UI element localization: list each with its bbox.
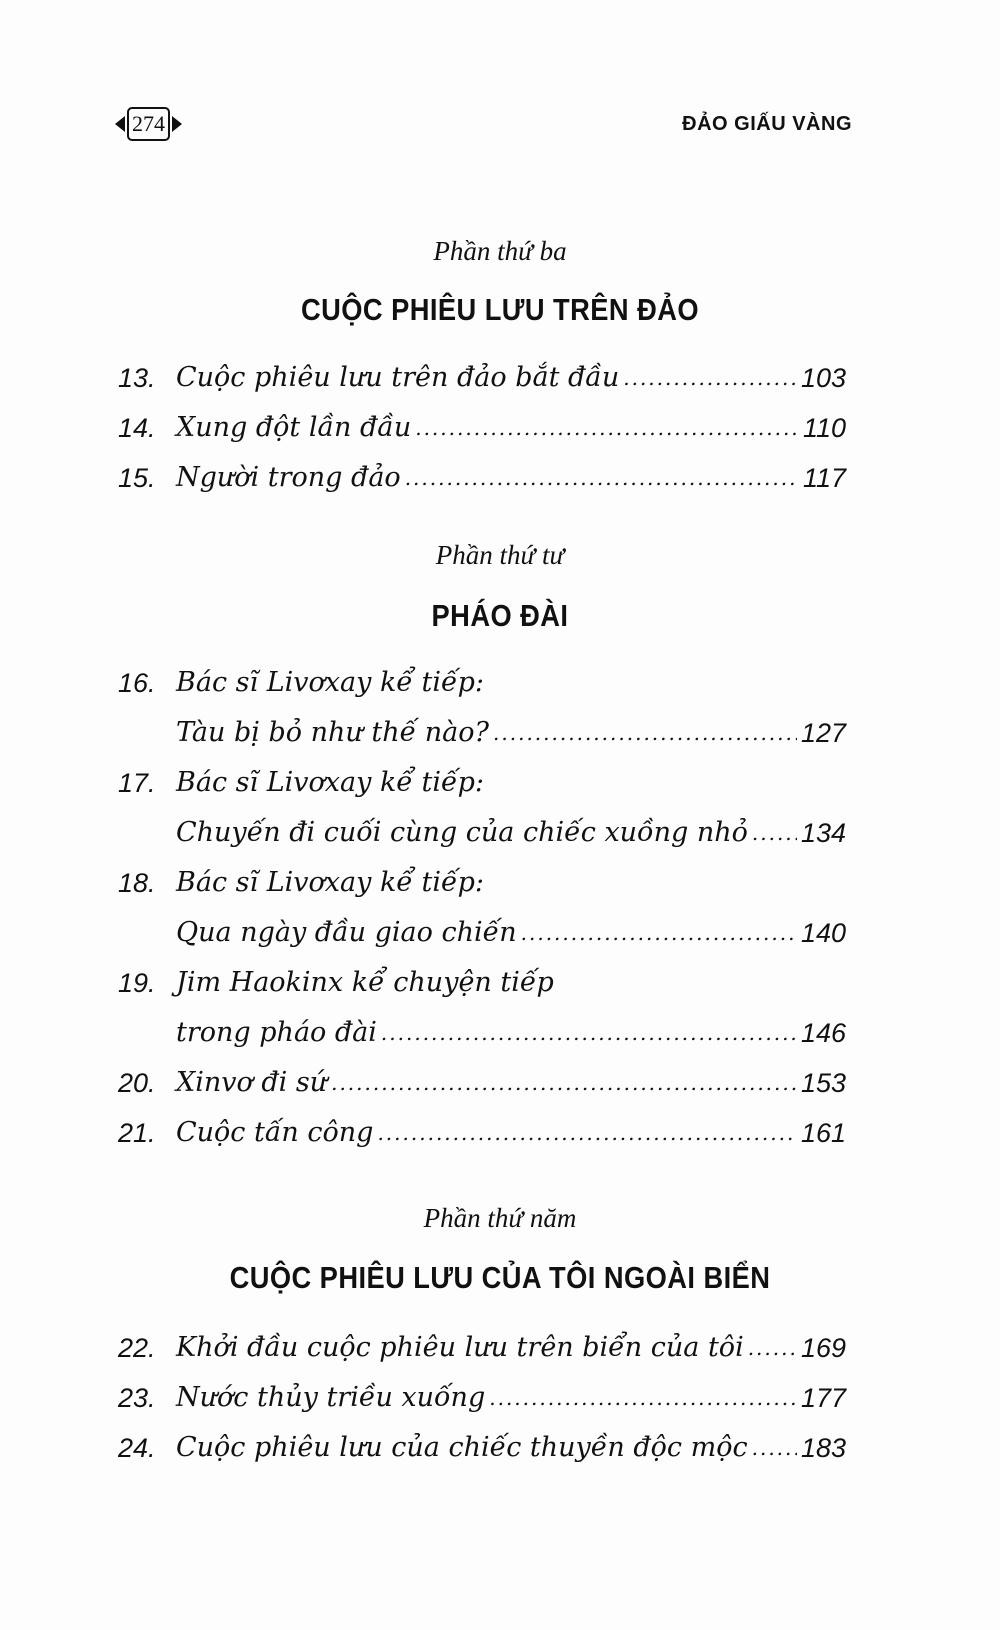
running-title: ĐẢO GIẤU VÀNG bbox=[682, 112, 852, 135]
chapter-number: 24. bbox=[118, 1433, 156, 1463]
toc-entry[interactable] bbox=[176, 912, 846, 954]
chapter-page: 127 bbox=[800, 718, 846, 748]
chapter-number: 15. bbox=[118, 463, 156, 493]
chapter-title: Cuộc phiêu lưu của chiếc thuyền độc mộc bbox=[176, 1432, 748, 1463]
chapter-title: Cuộc phiêu lưu trên đảo bắt đầu bbox=[176, 362, 620, 393]
toc-entry[interactable] bbox=[118, 1377, 846, 1419]
chapter-title: Tàu bị bỏ như thế nào? bbox=[176, 717, 490, 748]
chapter-page: 177 bbox=[800, 1383, 846, 1413]
chapter-number: 14. bbox=[118, 413, 156, 443]
dot-leader bbox=[623, 357, 797, 399]
part-3-title: CUỘC PHIÊU LƯU TRÊN ĐẢO bbox=[300, 292, 700, 327]
toc-entry[interactable] bbox=[118, 357, 846, 399]
toc-entry[interactable] bbox=[176, 712, 846, 754]
toc-entry[interactable] bbox=[176, 812, 846, 854]
toc-entry[interactable] bbox=[118, 1062, 846, 1104]
chapter-number: 16. bbox=[118, 668, 156, 698]
page-number: 274 bbox=[127, 107, 170, 141]
chapter-number: 13. bbox=[118, 363, 156, 393]
page-header bbox=[115, 104, 852, 144]
chapter-title-line1: Bác sĩ Livơxay kể tiếp: bbox=[176, 667, 484, 698]
dot-leader bbox=[415, 407, 799, 449]
toc-entry[interactable] bbox=[118, 1112, 846, 1154]
dot-leader bbox=[489, 1377, 797, 1419]
chapter-number: 21. bbox=[118, 1118, 156, 1148]
dot-leader bbox=[493, 712, 797, 754]
chapter-page: 103 bbox=[800, 363, 846, 393]
triangle-left-icon bbox=[115, 116, 125, 132]
page-number-badge bbox=[115, 107, 182, 141]
dot-leader bbox=[381, 1012, 797, 1054]
chapter-page: 140 bbox=[800, 918, 846, 948]
dot-leader bbox=[377, 1112, 797, 1154]
chapter-title: Nước thủy triều xuống bbox=[176, 1382, 486, 1413]
toc-entry-line1[interactable] bbox=[118, 962, 846, 1004]
chapter-title-line1: Jim Haokinx kể chuyện tiếp bbox=[176, 967, 554, 998]
toc-entry-line1[interactable] bbox=[118, 862, 846, 904]
chapter-page: 161 bbox=[800, 1118, 846, 1148]
chapter-title: Khởi đầu cuộc phiêu lưu trên biển của tôi bbox=[176, 1332, 744, 1363]
chapter-title: Cuộc tấn công bbox=[176, 1117, 374, 1148]
triangle-right-icon bbox=[172, 116, 182, 132]
chapter-title-line1: Bác sĩ Livơxay kể tiếp: bbox=[176, 867, 484, 898]
chapter-title: Người trong đảo bbox=[176, 462, 401, 493]
chapter-number: 18. bbox=[118, 868, 156, 898]
chapter-page: 110 bbox=[802, 413, 846, 443]
part-5-label: Phần thứ năm bbox=[423, 1203, 577, 1233]
chapter-page: 134 bbox=[800, 818, 846, 848]
chapter-title: Xung đột lần đầu bbox=[176, 412, 412, 443]
chapter-page: 146 bbox=[800, 1018, 846, 1048]
chapter-title: trong pháo đài bbox=[176, 1017, 377, 1048]
chapter-title: Chuyến đi cuối cùng của chiếc xuồng nhỏ bbox=[176, 817, 748, 848]
dot-leader bbox=[752, 812, 797, 854]
part-3-label: Phần thứ ba bbox=[433, 236, 567, 266]
chapter-page: 183 bbox=[800, 1433, 846, 1463]
part-5-title: CUỘC PHIÊU LƯU CỦA TÔI NGOÀI BIỂN bbox=[229, 1260, 771, 1295]
dot-leader bbox=[331, 1062, 797, 1104]
chapter-page: 117 bbox=[802, 463, 846, 493]
chapter-number: 22. bbox=[118, 1333, 156, 1363]
chapter-number: 23. bbox=[118, 1383, 156, 1413]
chapter-title-line1: Bác sĩ Livơxay kể tiếp: bbox=[176, 767, 484, 798]
toc-entry[interactable] bbox=[118, 407, 846, 449]
toc-entry[interactable] bbox=[118, 1327, 846, 1369]
chapter-number: 17. bbox=[118, 768, 156, 798]
toc-entry-line1[interactable] bbox=[118, 662, 846, 704]
dot-leader bbox=[521, 912, 797, 954]
toc-entry[interactable] bbox=[118, 1427, 846, 1469]
chapter-title: Qua ngày đầu giao chiến bbox=[176, 917, 517, 948]
chapter-title: Xinvơ đi sứ bbox=[176, 1067, 328, 1098]
chapter-page: 169 bbox=[800, 1333, 846, 1363]
dot-leader bbox=[748, 1327, 797, 1369]
part-4-title: PHÁO ĐÀI bbox=[431, 598, 569, 633]
chapter-number: 19. bbox=[118, 968, 156, 998]
part-4-label: Phần thứ tư bbox=[435, 540, 565, 570]
toc-entry[interactable] bbox=[176, 1012, 846, 1054]
toc-entry[interactable] bbox=[118, 457, 846, 499]
dot-leader bbox=[405, 457, 799, 499]
chapter-number: 20. bbox=[118, 1068, 156, 1098]
toc-entry-line1[interactable] bbox=[118, 762, 846, 804]
dot-leader bbox=[752, 1427, 797, 1469]
chapter-page: 153 bbox=[800, 1068, 846, 1098]
